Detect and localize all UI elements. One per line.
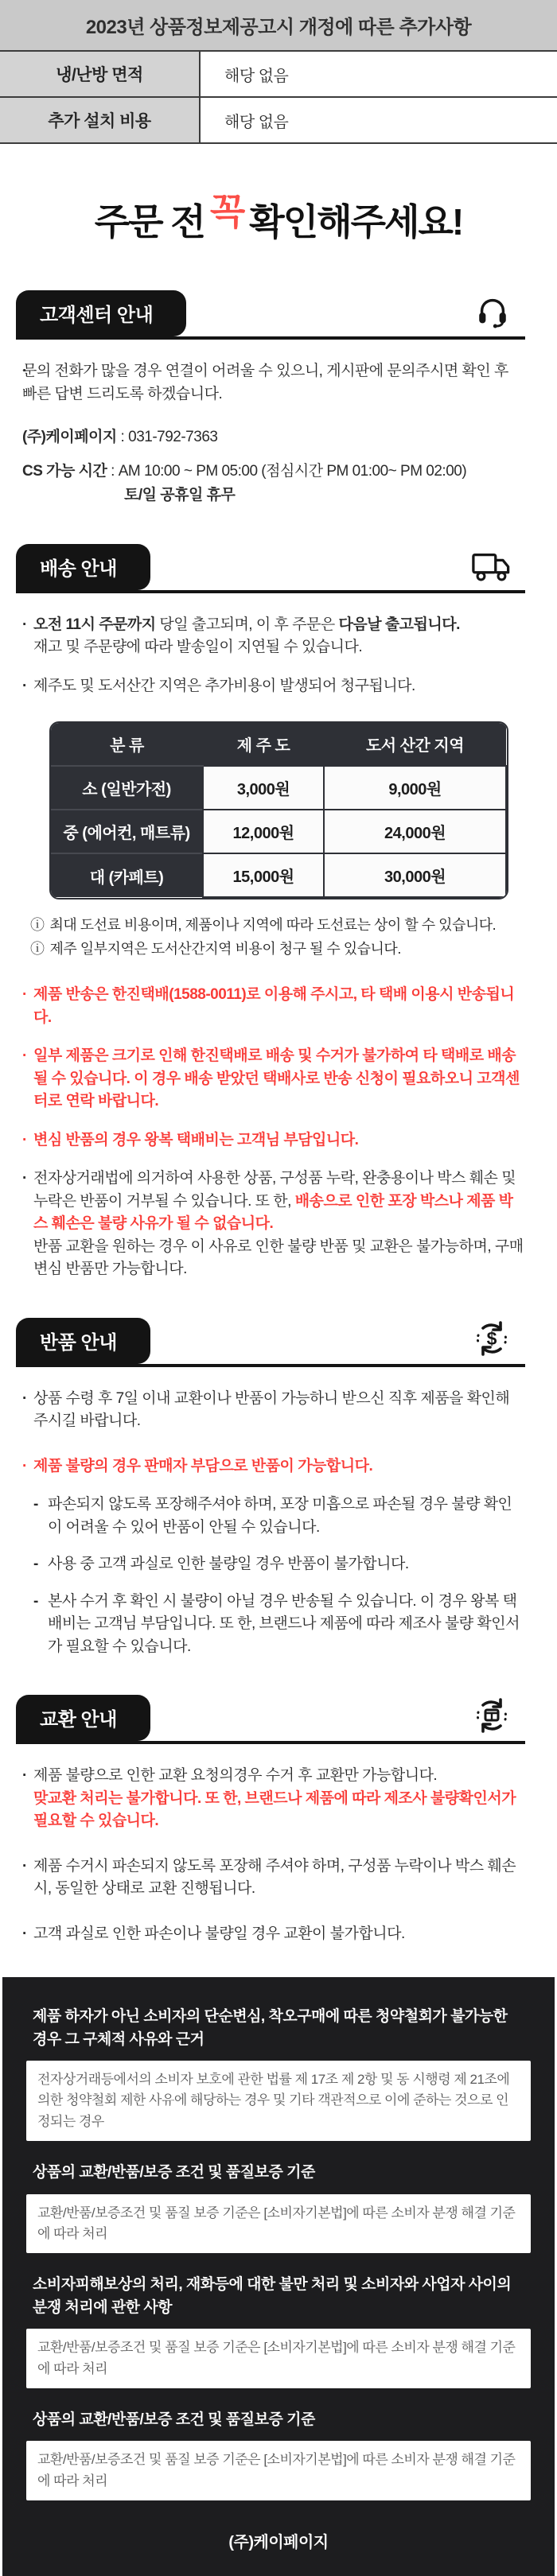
fee-row-label: 대 (카페트): [51, 853, 203, 897]
exchange-bullet-1: · 제품 불량으로 인한 교환 요청의경우 수거 후 교환만 가능합니다. 맞교환 처리는 불가합니다. 또 한, 브랜드나 제품에 따라 제조사 불량확인서가 필요할 수 있습니다.: [22, 1765, 524, 1833]
fee-row-label: 중 (에어컨, 매트류): [51, 810, 203, 853]
cs-hours-line: CS 가능 시간 : AM 10:00 ~ PM 05:00 (점심시간 PM 01:00~ PM 02:00): [22, 462, 467, 480]
table-row: [51, 810, 506, 853]
legal-box: 교환/반품/보증조건 및 품질 보증 기준은 [소비자기본법]에 따른 소비자 분쟁 해결 기준에 따라 처리: [26, 2441, 531, 2500]
fee-island-value: 9,000원: [324, 766, 506, 810]
section-customer-center: [0, 290, 557, 507]
title-highlight: 꼭: [209, 191, 244, 232]
fee-jeju-value: 3,000원: [203, 766, 324, 810]
exchange-bullet-3: · 고객 과실로 인한 파손이나 불량일 경우 교환이 불가합니다.: [22, 1923, 524, 1946]
fee-row-label: 소 (일반가전): [51, 766, 203, 810]
shipping-fee-table: [49, 721, 508, 899]
returns-section-body: [22, 1388, 524, 1659]
svg-text:$: $: [486, 1327, 497, 1349]
section-exchange: [0, 1695, 557, 1945]
legal-block: [26, 2006, 531, 2141]
legal-box: 전자상거래등에서의 소비자 보호에 관한 법률 제 17조 제 2항 및 동 시행령 제 21조에 의한 청약철회 제한 사유에 해당하는 경우 및 기타 객관적으로 이에 준하는 것으로 인정되는 경우: [26, 2061, 531, 2141]
fee-col-category: 분 류: [51, 723, 203, 766]
shipping-red-bullet-2: · 일부 제품은 크기로 인해 한진택배로 배송 및 수거가 불가하여 타 택배로 배송될 수 있습니다. 이 경우 배송 받았던 택배사로 반송 신청이 필요하오니 고객센터로 연락 바랍니다.: [22, 1045, 524, 1113]
shipping-section-body: [22, 614, 524, 698]
info-icon: ⓘ: [30, 917, 45, 933]
fee-note-2: ⓘ 제주 일부지역은 도서산간지역 비용이 청구 될 수 있습니다.: [30, 941, 401, 957]
exchange-section-badge: 교환 안내: [16, 1695, 150, 1741]
fee-note-1: ⓘ 최대 도선료 비용이며, 제품이나 지역에 따라 도선료는 상이 할 수 있습니다.: [30, 917, 497, 933]
money-return-icon: [473, 1319, 511, 1358]
fee-col-island: 도서 산간 지역: [324, 723, 506, 766]
info-icon: ⓘ: [30, 941, 45, 957]
shipping-red-notes: [22, 984, 524, 1281]
legal-heading: 제품 하자가 아닌 소비자의 단순변심, 착오구매에 따른 청약철회가 불가능한 경우 그 구체적 사유와 근거: [33, 2008, 508, 2048]
shipping-section-header: [16, 544, 525, 593]
table-row: [0, 52, 557, 98]
shipping-bullet-1-line2: 재고 및 주문량에 따라 발송일이 지연될 수 있습니다.: [33, 639, 363, 655]
spec-row-label: 추가 설치 비용: [0, 98, 201, 142]
returns-red-bullet: · 제품 불량의 경우 판매자 부담으로 반품이 가능합니다.: [22, 1455, 524, 1478]
table-row: [51, 853, 506, 897]
legal-section: [2, 1977, 555, 2576]
fee-island-value: 30,000원: [324, 853, 506, 897]
company-footer: (주)케이페이지: [228, 2534, 329, 2552]
cs-hours-value: AM 10:00 ~ PM 05:00 (점심시간 PM 01:00~ PM 02:00): [118, 462, 467, 480]
fee-island-value: 24,000원: [324, 810, 506, 853]
fee-jeju-value: 12,000원: [203, 810, 324, 853]
legal-heading: 소비자피해보상의 처리, 재화등에 대한 불만 처리 및 소비자와 사업자 사이의 분쟁 처리에 관한 사항: [33, 2276, 512, 2316]
section-shipping: [0, 544, 557, 1281]
table-row: [51, 766, 506, 810]
company-name: (주)케이페이지: [22, 429, 117, 445]
cs-hours-label: CS 가능 시간: [22, 462, 107, 480]
page-title: [0, 193, 557, 246]
spec-table-title: 2023년 상품정보제공고시 개정에 따른 추가사항: [0, 0, 557, 52]
truck-icon: [471, 550, 511, 584]
spec-row-label: 냉/난방 면적: [0, 52, 201, 96]
title-post: 확인해주세요!: [249, 201, 463, 243]
returns-bullet-1: · 상품 수령 후 7일 이내 교환이나 반품이 가능하니 받으신 직후 제품을 확인해 주시길 바랍니다.: [22, 1388, 524, 1433]
fee-table-header-row: [51, 723, 506, 766]
customer-section-badge: 고객센터 안내: [16, 290, 186, 336]
legal-box: 교환/반품/보증조건 및 품질 보증 기준은 [소비자기본법]에 따른 소비자 분쟁 해결 기준에 따라 처리: [26, 2194, 531, 2254]
spec-row-value: 해당 없음: [224, 67, 289, 85]
legal-block: [26, 2409, 531, 2500]
section-returns: [0, 1318, 557, 1659]
legal-heading: 상품의 교환/반품/보증 조건 및 품질보증 기준: [33, 2164, 315, 2182]
legal-box: 교환/반품/보증조건 및 품질 보증 기준은 [소비자기본법]에 따른 소비자 분쟁 해결 기준에 따라 처리: [26, 2329, 531, 2388]
shipping-red-bullet-1: · 제품 반송은 한진택배(1588-0011)로 이용해 주시고, 타 택배 이용시 반송됩니다.: [22, 984, 524, 1029]
fee-jeju-value: 15,000원: [203, 853, 324, 897]
shipping-bullet-2: · 제주도 및 도서산간 지역은 추가비용이 발생되어 청구됩니다.: [22, 675, 524, 698]
spec-table: [0, 0, 557, 144]
phone-number: 031-792-7363: [128, 429, 218, 445]
returns-sub-1: - 파손되지 않도록 포장해주셔야 하며, 포장 미흡으로 파손될 경우 불량 확인이 어려울 수 있어 반품이 안될 수 있습니다.: [22, 1494, 524, 1539]
exchange-section-header: [16, 1695, 525, 1744]
returns-section-header: [16, 1318, 525, 1367]
customer-section-header: [16, 290, 525, 340]
exchange-bullet-2: · 제품 수거시 파손되지 않도록 포장해 주셔야 하며, 구성품 누락이나 박스 훼손시, 동일한 상태로 교환 진행됩니다.: [22, 1855, 524, 1901]
legal-heading: 상품의 교환/반품/보증 조건 및 품질보증 기준: [33, 2411, 315, 2428]
fee-col-jeju: 제 주 도: [203, 723, 324, 766]
cs-holiday: 토/일 공휴일 휴무: [124, 487, 236, 503]
returns-section-badge: 반품 안내: [16, 1318, 150, 1364]
exchange-box-icon: [473, 1696, 511, 1735]
returns-sub-2: - 사용 중 고객 과실로 인한 불량일 경우 반품이 불가합니다.: [22, 1553, 524, 1576]
exchange-section-body: [22, 1765, 524, 1945]
legal-block: [26, 2274, 531, 2388]
shipping-red-bullet-3: · 변심 반품의 경우 왕복 택배비는 고객님 부담입니다.: [22, 1129, 524, 1152]
spec-row-value: 해당 없음: [224, 113, 289, 131]
company-phone-line: (주)케이페이지 : 031-792-7363: [22, 429, 218, 445]
customer-intro: · 문의 전화가 많을 경우 연결이 어려울 수 있으니, 게시판에 문의주시면 확인 후 빠른 답변 드리도록 하겠습니다.: [22, 360, 524, 406]
legal-block: [26, 2162, 531, 2253]
customer-section-body: [22, 360, 524, 507]
title-pre: 주문 전: [94, 201, 204, 243]
shipping-section-badge: 배송 안내: [16, 544, 150, 590]
returns-sub-3: - 본사 수거 후 확인 시 불량이 아닐 경우 반송될 수 있습니다. 이 경우 왕복 택배비는 고객님 부담입니다. 또 한, 브랜드나 제품에 따라 제조사 불량 확인서가 필요할 수 있습니다.: [22, 1591, 524, 1659]
headset-icon: [474, 293, 511, 330]
shipping-bullet-1: · 오전 11시 주문까지 당일 출고되며, 이 후 주문은 다음날 출고됩니다. 재고 및 주문량에 따라 발송일이 지연될 수 있습니다.: [22, 614, 524, 659]
shipping-bullet-4: · 전자상거래법에 의거하여 사용한 상품, 구성품 누락, 완충용이나 박스 훼손 및 누락은 반품이 거부될 수 있습니다. 또 한, 배송으로 인한 포장 박스나 제품 박스 훼손은 불량 사유가 될 수 없습니다. 반품 교환을 원하는 경우 이 사유로 인한 불량 반품 및 교환은 불가능하며, 구매 변심 반품만 가능합니다.: [22, 1168, 524, 1281]
table-row: [0, 98, 557, 142]
